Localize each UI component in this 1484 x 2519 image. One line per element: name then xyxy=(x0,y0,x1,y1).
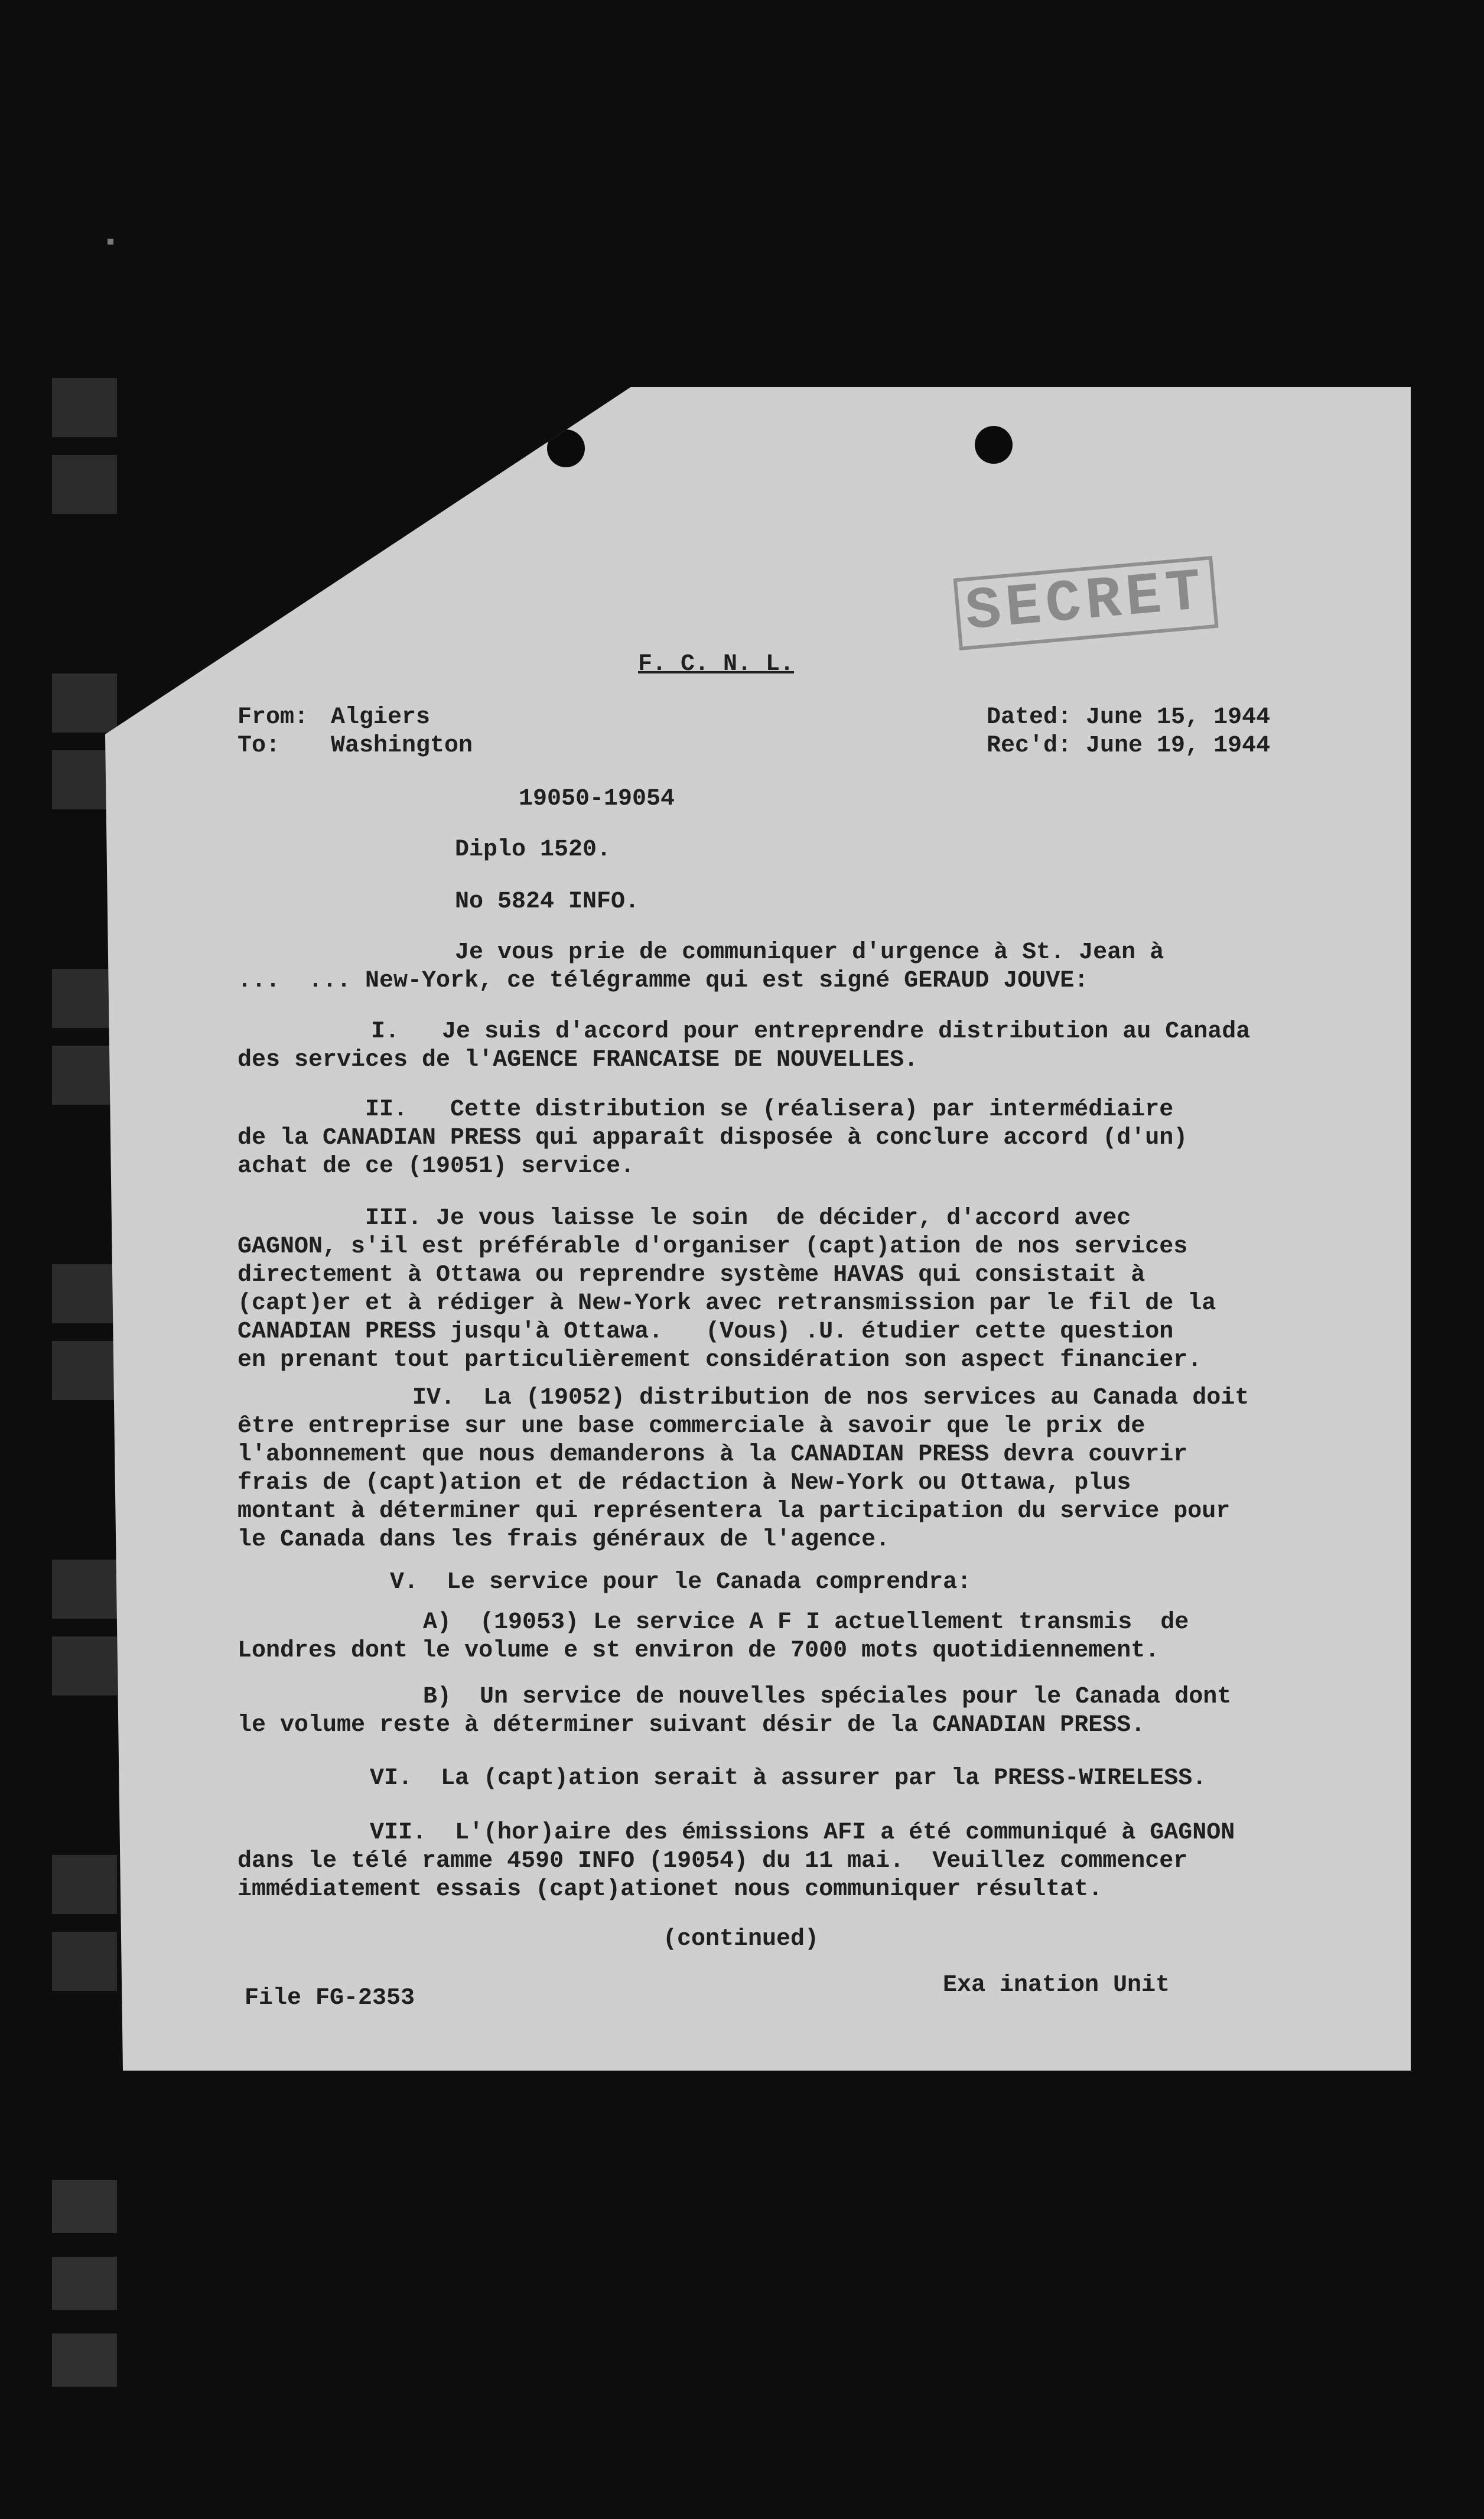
para-4-line-5: montant à déterminer qui représentera la participation du service pour xyxy=(237,1498,1231,1525)
para-1-line-2: des services de l'AGENCE FRANCAISE DE NOUVELLES. xyxy=(237,1047,919,1073)
to-label: To: xyxy=(237,733,281,759)
para-4-line-3: l'abonnement que nous demanderons à la CANADIAN PRESS devra couvrir xyxy=(237,1441,1188,1468)
para-5a-line-2: Londres dont le volume e st environ de 7000 mots quotidiennement. xyxy=(237,1638,1160,1664)
para-7-line-2: dans le télé ramme 4590 INFO (19054) du 11 mai. Veuillez commencer xyxy=(237,1848,1188,1874)
film-sprocket-strip xyxy=(52,378,117,2091)
to-value: Washington xyxy=(331,733,473,759)
punch-hole-left xyxy=(547,429,585,467)
para-7-line-3: immédiatement essais (capt)ationet nous communiquer résultat. xyxy=(237,1876,1103,1903)
para-1-line-1: I. Je suis d'accord pour entreprendre distribution au Canada xyxy=(371,1018,1251,1045)
para-5b-line-2: le volume reste à déterminer suivant désir de la CANADIAN PRESS. xyxy=(237,1712,1145,1739)
film-speck xyxy=(108,239,113,245)
para-4-line-2: être entreprise sur une base commerciale à savoir que le prix de xyxy=(237,1413,1145,1440)
secret-stamp: SECRET xyxy=(953,556,1219,650)
info-ref: No 5824 INFO. xyxy=(455,889,640,915)
para-2-line-1: II. Cette distribution se (réalisera) par intermédiaire xyxy=(365,1096,1174,1123)
film-sprocket-strip-bottom xyxy=(52,2180,117,2428)
para-3-line-1: III. Je vous laisse le soin de décider, d'accord avec xyxy=(365,1205,1131,1232)
para-2-line-2: de la CANADIAN PRESS qui apparaît disposée à conclure accord (d'un) xyxy=(237,1125,1188,1151)
para-6: VI. La (capt)ation serait à assurer par la PRESS-WIRELESS. xyxy=(370,1765,1207,1792)
para-4-line-1: IV. La (19052) distribution de nos services au Canada doit xyxy=(412,1385,1249,1411)
received-line: Rec'd: June 19, 1944 xyxy=(987,733,1271,759)
para-3-line-6: en prenant tout particulièrement considération son aspect financier. xyxy=(237,1347,1202,1374)
message-numbers: 19050-19054 xyxy=(519,786,675,812)
para-2-line-3: achat de ce (19051) service. xyxy=(237,1153,635,1180)
punch-hole-right xyxy=(975,426,1013,464)
document-title: F. C. N. L. xyxy=(638,651,795,678)
dated-line: Dated: June 15, 1944 xyxy=(987,704,1271,731)
para-3-line-4: (capt)er et à rédiger à New-York avec retransmission par le fil de la xyxy=(237,1290,1216,1317)
from-value: Algiers xyxy=(331,704,431,731)
para-4-line-6: le Canada dans les frais généraux de l'agence. xyxy=(237,1527,890,1553)
diplo-ref: Diplo 1520. xyxy=(455,837,611,863)
examination-unit: Exa ination Unit xyxy=(943,1972,1170,1999)
intro-line-1: Je vous prie de communiquer d'urgence à St. Jean à xyxy=(455,939,1164,966)
file-reference: File FG-2353 xyxy=(245,1985,415,2012)
para-3-line-5: CANADIAN PRESS jusqu'à Ottawa. (Vous) .U. étudier cette question xyxy=(237,1319,1174,1345)
continued-note: (continued) xyxy=(663,1926,819,1952)
from-label: From: xyxy=(237,704,309,731)
para-5a-line-1: A) (19053) Le service A F I actuellement transmis de xyxy=(423,1609,1189,1636)
para-5-heading: V. Le service pour le Canada comprendra: xyxy=(390,1569,972,1596)
para-4-line-4: frais de (capt)ation et de rédaction à New-York ou Ottawa, plus xyxy=(237,1470,1131,1496)
intro-line-2: ... ... New-York, ce télégramme qui est signé GERAUD JOUVE: xyxy=(237,968,1089,994)
para-5b-line-1: B) Un service de nouvelles spéciales pour le Canada dont xyxy=(423,1684,1232,1710)
para-7-line-1: VII. L'(hor)aire des émissions AFI a été communiqué à GAGNON xyxy=(370,1820,1235,1846)
para-3-line-3: directement à Ottawa ou reprendre système HAVAS qui consistait à xyxy=(237,1262,1145,1288)
para-3-line-2: GAGNON, s'il est préférable d'organiser (capt)ation de nos services xyxy=(237,1234,1188,1260)
